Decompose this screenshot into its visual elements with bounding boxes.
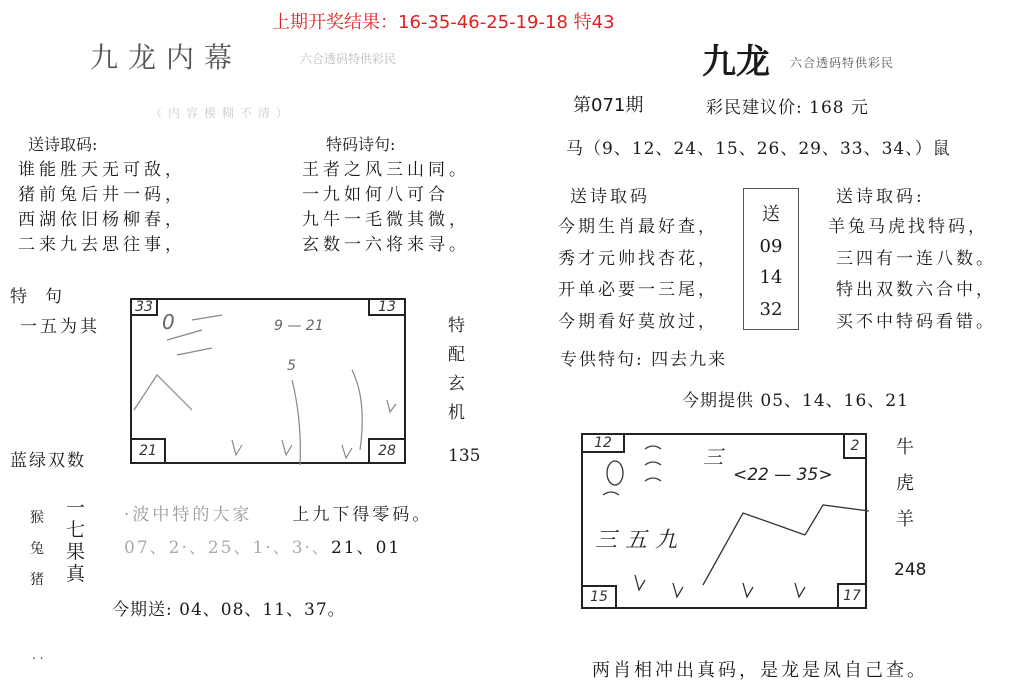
right-poem-right [828, 212, 996, 338]
last-draw-result-banner [272, 8, 615, 34]
corner-number-top-left: 33 [130, 298, 158, 316]
left-zodiac-list: 猴 兔 猪 [30, 510, 44, 588]
poem-line: 买不中特码看错。 [836, 311, 996, 332]
left-poem-left-heading: 送诗取码: [28, 135, 98, 154]
send-box-number: 32 [759, 298, 783, 320]
send-number-box [743, 188, 799, 330]
right-poem-right-heading: 送诗取码: [836, 187, 925, 207]
right-sketch-frame [581, 433, 867, 609]
left-subtitle: 六合透码特供彩民 [300, 52, 397, 66]
right-poem-left-heading: 送诗取码 [570, 187, 650, 207]
poem-line: 玄数一六将来寻。 [302, 235, 470, 255]
poem-line: 秀才元帅找杏花， [558, 248, 718, 269]
left-vertical-phrase: 一 七 果 真 [66, 497, 86, 585]
poem-line: 二来九去思往事， [18, 235, 186, 255]
left-vertical-text: 特 配 玄 机 [448, 316, 465, 423]
poem-line: 三四有一连八数。 [836, 248, 996, 269]
poem-line: 西湖依旧杨柳春， [18, 210, 186, 230]
banner-label: 上期开奖结果： [272, 12, 398, 33]
corner-number-bottom-left: 15 [581, 585, 617, 609]
right-special-phrase: 专供特句: 四去九来 [560, 350, 728, 370]
right-vertical-zodiac-text: 牛 虎 羊 [896, 437, 914, 530]
left-poem-right [302, 158, 470, 258]
sketch-three-mark: 三 [703, 445, 723, 469]
right-provide-numbers: 今期提供 05、14、16、21 [682, 391, 909, 411]
poem-line: 特出双数六合中， [836, 280, 996, 300]
corner-number-top-right: 13 [368, 298, 406, 316]
left-poem-right-heading: 特码诗句: [326, 135, 396, 154]
corner-number-top-right: 2 [843, 433, 867, 459]
left-zero-code-line: ·波中特的大家 上九下得零码。 [124, 505, 433, 525]
left-dots: . . [32, 648, 44, 662]
corner-number-bottom-right: 17 [837, 583, 867, 609]
left-vertical-number: 135 [448, 446, 481, 466]
poem-line: 九牛一毛微其微， [302, 210, 470, 230]
left-faint-line: （内容模糊不清） [150, 106, 295, 120]
poem-line: 今期看好莫放过， [558, 311, 718, 332]
horse-to-rat-number-line: 马（9、12、24、15、26、29、33、34、）鼠 [566, 139, 951, 159]
corner-number-bottom-right: 28 [368, 438, 406, 464]
poem-line: 开单必要一三尾， [558, 280, 718, 300]
left-blue-green-label: 蓝绿双数 [10, 451, 86, 471]
poem-line: 一九如何八可合 [302, 185, 449, 205]
suggested-price: 彩民建议价: 168 元 [706, 98, 869, 118]
send-box-number: 14 [759, 267, 783, 288]
send-box-number: 09 [759, 235, 783, 257]
right-bottom-line: 两肖相冲出真码，是龙是凤自己查。 [592, 660, 928, 681]
sketch-number-mark: 5 [287, 358, 296, 374]
poem-line: 今期生肖最好查， [558, 217, 718, 237]
left-number-line: 07、2·、25、1·、3·、21、01 [124, 538, 402, 558]
issue-number: 第071期 [573, 95, 644, 116]
right-vertical-number: 248 [894, 560, 927, 580]
sketch-numbers-mark: 三五九 [595, 528, 686, 553]
corner-number-bottom-left: 21 [130, 438, 166, 464]
poem-line: 猪前兔后井一码， [18, 185, 186, 205]
poem-line: 羊兔马虎找特码， [828, 217, 988, 237]
sketch-range-mark: <22 — 35> [733, 465, 833, 485]
sketch-drawing-icon [132, 300, 408, 466]
poem-line: 王者之风三山同。 [302, 160, 470, 180]
left-special-heading: 特句 [10, 287, 80, 307]
right-poem-left [558, 212, 718, 338]
left-poem-left [18, 158, 186, 258]
left-sketch-frame [130, 298, 406, 464]
sketch-range-mark: 9 — 21 [274, 318, 324, 334]
right-subtitle: 六合透码特供彩民 [790, 56, 895, 70]
banner-numbers: 16-35-46-25-19-18 [398, 12, 568, 33]
corner-number-top-left: 12 [581, 433, 625, 453]
sketch-drawing-icon [583, 435, 869, 611]
sketch-sun-mark: 0 [162, 310, 175, 334]
left-today-send: 今期送: 04、08、11、37。 [112, 600, 346, 620]
left-special-phrase: 一五为其 [20, 317, 100, 337]
right-title: 九龙 [702, 42, 770, 82]
banner-special: 特43 [573, 12, 615, 33]
left-title: 九龙内幕 [90, 41, 243, 74]
send-box-label: 送 [762, 204, 780, 225]
poem-line: 谁能胜天无可敌， [18, 160, 186, 180]
